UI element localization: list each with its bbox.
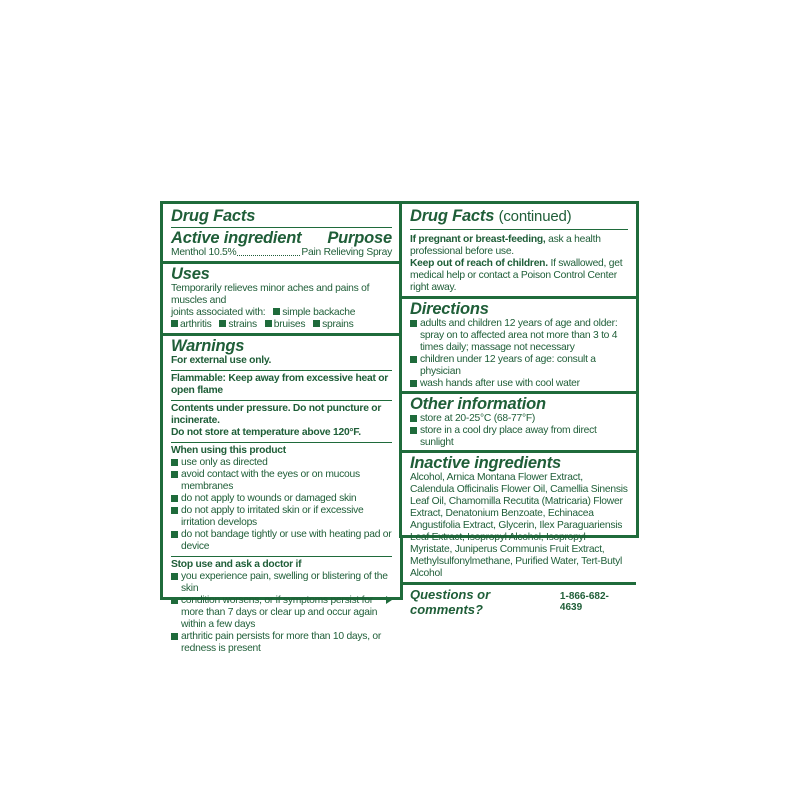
uses-item: simple backache [282,307,356,318]
uses-item: arthritis [180,319,212,330]
active-ingredient-section [163,204,400,261]
warning-item: do not bandage tightly or use with heating pad or device [171,529,392,553]
other-info-item: store in a cool dry place away from direct sunlight [410,425,628,449]
warnings-section [163,333,400,654]
stop-use-heading: Stop use and ask a doctor if [171,559,302,570]
active-ingredient-purpose: Pain Relieving Spray [301,247,392,258]
continue-arrow-icon [386,596,392,604]
directions-section [402,296,636,391]
other-info-item: store at 20-25°C (68-77°F) [410,413,628,425]
drug-facts-panel-left [160,201,403,654]
warning-item: do not apply to irritated skin or if excessive irritation develops [171,505,392,529]
pressure-warning: Contents under pressure. Do not puncture or incinerate. [171,403,382,426]
drug-facts-continued-section [402,204,636,296]
inactive-ingredients-text: Alcohol, Arnica Montana Flower Extract, Calendula Officinalis Flower Oil, Camellia Sinensis Leaf Oil, Chamomilla Recutita (Matricaria) Flower Extract, Denatonium Benzoate, Echinacea Angustifolia Extract, Glycerin, Ilex Paraguariensis Leaf Extract, Isopropyl Alcohol, Isopropyl Myristate, Juniperus Communis Fruit Extract, Methylsulfonylmethane, Purified Water, Tert-Butyl Alcohol [410,472,628,579]
warnings-heading: Warnings [171,337,245,355]
active-ingredient-heading: Active ingredient [171,229,302,247]
temperature-warning: Do not store at temperature above 120°F. [171,427,361,438]
stop-use-item: you experience pain, swelling or blistering of the skin [171,571,392,595]
pregnancy-warning: If pregnant or breast-feeding, ask a health professional before use. [410,234,601,257]
drug-facts-panel-right [399,201,639,617]
uses-text: Temporarily relieves minor aches and pains of muscles and joints associated with: simple backache arthritis strains bruises sprains [171,283,370,330]
warning-item: use only as directed [171,457,392,469]
keep-out-of-reach-warning: Keep out of reach of children. If swallowed, get medical help or contact a Poison Control Center right away. [410,258,623,293]
phone-number: 1-866-682-4639 [559,591,609,613]
questions-label: Questions or comments? [410,587,491,617]
stop-use-item: condition worsens, or if symptoms persist for more than 7 days or clear up and occur again within a few days [171,595,392,631]
inactive-ingredients-heading: Inactive ingredients [410,454,561,472]
other-information-heading: Other information [410,395,546,413]
inactive-ingredients-section [402,450,636,582]
uses-item: strains [228,319,257,330]
active-ingredient-name: Menthol 10.5% [171,247,237,258]
stop-use-item: arthritic pain persists for more than 10 days, or redness is present [171,631,392,655]
directions-item: wash hands after use with cool water [410,378,628,390]
warning-item: do not apply to wounds or damaged skin [171,493,392,505]
purpose-heading: Purpose [327,229,392,247]
uses-item: sprains [322,319,354,330]
uses-section [163,261,400,333]
uses-heading: Uses [171,265,210,283]
directions-item: adults and children 12 years of age and older: spray on to affected area not more than 3 to 4 times daily; massage not necessary [410,318,628,354]
drug-facts-continued-title: Drug Facts (continued) [410,207,572,225]
drug-facts-title: Drug Facts [171,207,256,225]
other-information-section [402,391,636,450]
when-using-heading: When using this product [171,445,286,456]
directions-item: children under 12 years of age: consult a physician [410,354,628,378]
directions-heading: Directions [410,300,489,318]
questions-section [402,582,636,617]
flammable-warning: Flammable: Keep away from excessive heat or open flame [171,373,389,396]
external-use-warning: For external use only. [171,355,272,366]
uses-item: bruises [273,319,306,330]
warning-item: avoid contact with the eyes or on mucous membranes [171,469,392,493]
